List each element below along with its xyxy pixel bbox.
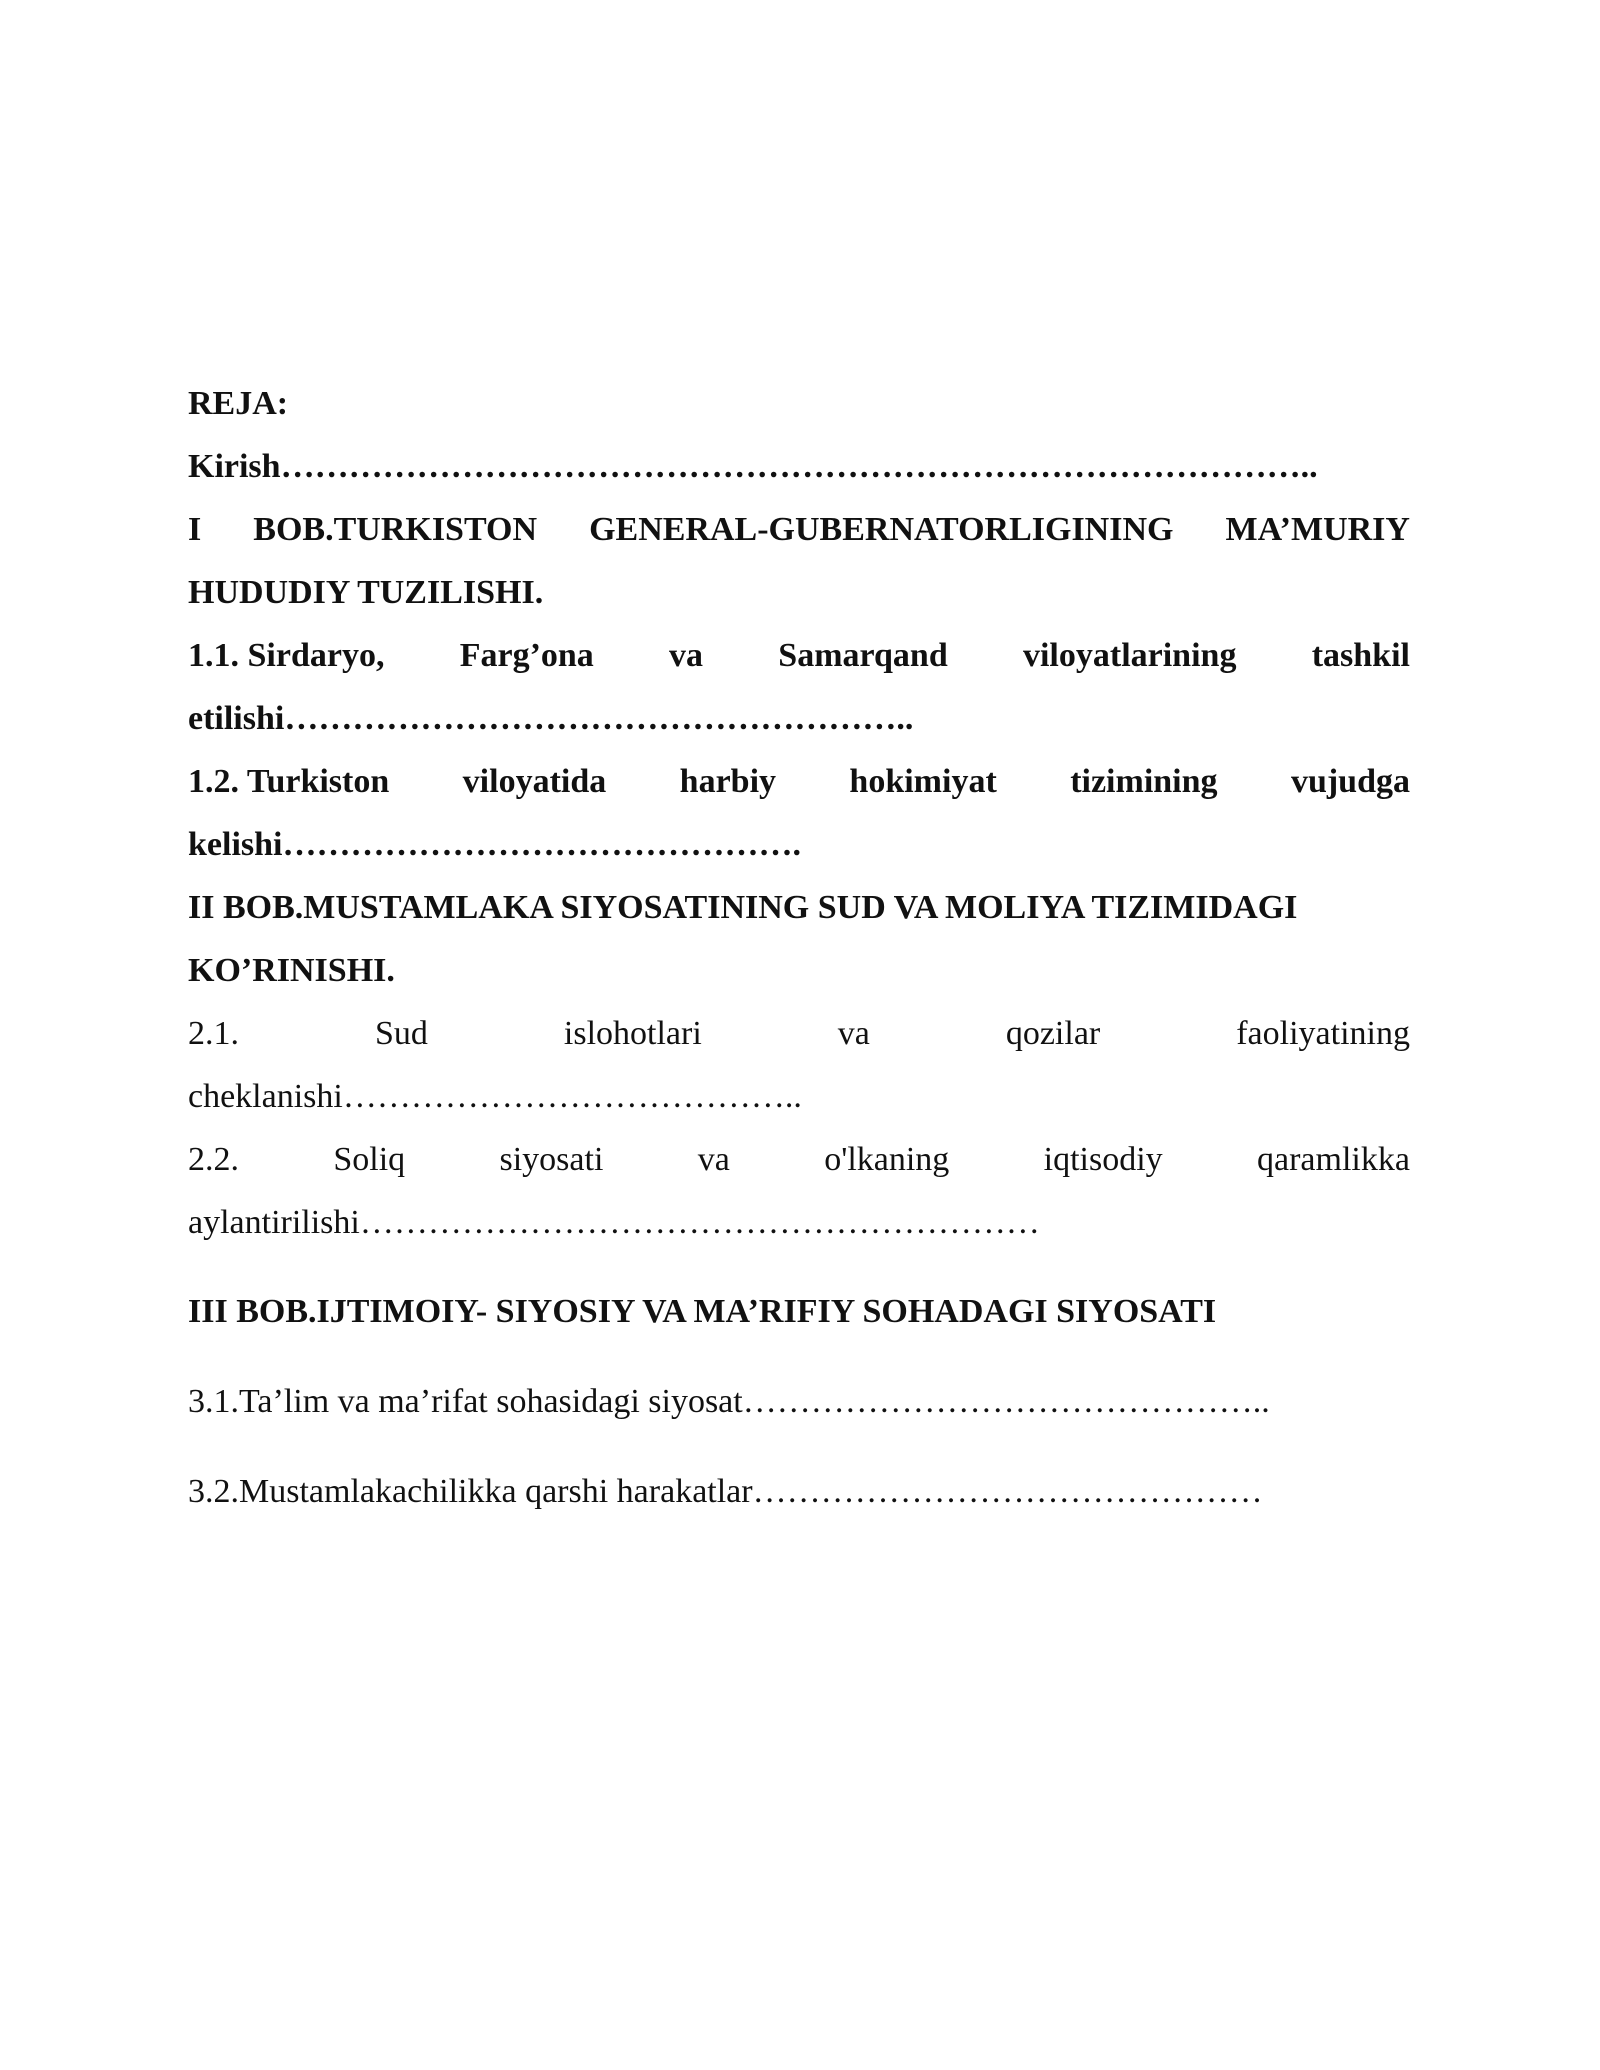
word: 1.2. Turkiston [188,763,390,800]
section-3-2: 3.2.Mustamlakachilikka qarshi harakatlar……………………………………… [188,1473,1263,1510]
document-page [188,372,1410,1523]
word: GENERAL-GUBERNATORLIGINING [589,511,1174,548]
chapter1-title-line1 [188,498,1410,561]
section-1-1-line1 [188,624,1410,687]
section-2-1-line1 [188,1002,1410,1065]
word: vujudga [1290,763,1410,800]
chapter2-title-line2: KO’RINISHI. [188,952,395,989]
word: viloyatida [462,763,607,800]
word: 2.2. [188,1141,239,1178]
word: qozilar [1005,1015,1101,1052]
chapter1-title-line2: HUDUDIY TUZILISHI. [188,574,544,611]
word: viloyatlarining [1022,637,1237,674]
toc-entry-introduction: Kirish……………………………………………………………………………….. [188,448,1318,485]
word: siyosati [499,1141,604,1178]
word: tizimining [1070,763,1218,800]
word: va [697,1141,730,1178]
plan-heading: REJA: [188,385,289,422]
word: hokimiyat [849,763,997,800]
section-3-1: 3.1.Ta’lim va ma’rifat sohasidagi siyosat……………………………………….. [188,1383,1270,1420]
word: va [669,637,704,674]
word: I [188,511,202,548]
section-2-2-line1 [188,1128,1410,1191]
word: tashkil [1311,637,1410,674]
section-2-2-line2: aylantirilishi…………………………………………………… [188,1204,1040,1241]
chapter3-title: III BOB.IJTIMOIY- SIYOSIY VA MA’RIFIY SOHADAGI SIYOSATI [188,1293,1217,1330]
word: BOB.TURKISTON [253,511,538,548]
chapter2-title-line1: II BOB.MUSTAMLAKA SIYOSATINING SUD VA MOLIYA TIZIMIDAGI [188,889,1298,926]
section-1-2-line1 [188,750,1410,813]
word: qaramlikka [1257,1141,1410,1178]
word: Farg’ona [459,637,594,674]
word: Samarqand [778,637,948,674]
section-2-1-line2: cheklanishi………………………………….. [188,1078,802,1115]
word: o'lkaning [824,1141,950,1178]
word: Sud [374,1015,428,1052]
word: iqtisodiy [1043,1141,1163,1178]
word: islohotlari [563,1015,702,1052]
section-1-1-line2: etilishi……………………………………………….. [188,700,914,737]
word: 2.1. [188,1015,239,1052]
word: 1.1. Sirdaryo, [188,637,385,674]
word: harbiy [679,763,777,800]
word: faoliyatining [1236,1015,1410,1052]
section-1-2-line2: kelishi………………………………………. [188,826,801,863]
word: Soliq [333,1141,406,1178]
word: va [837,1015,870,1052]
word: MA’MURIY [1225,511,1410,548]
